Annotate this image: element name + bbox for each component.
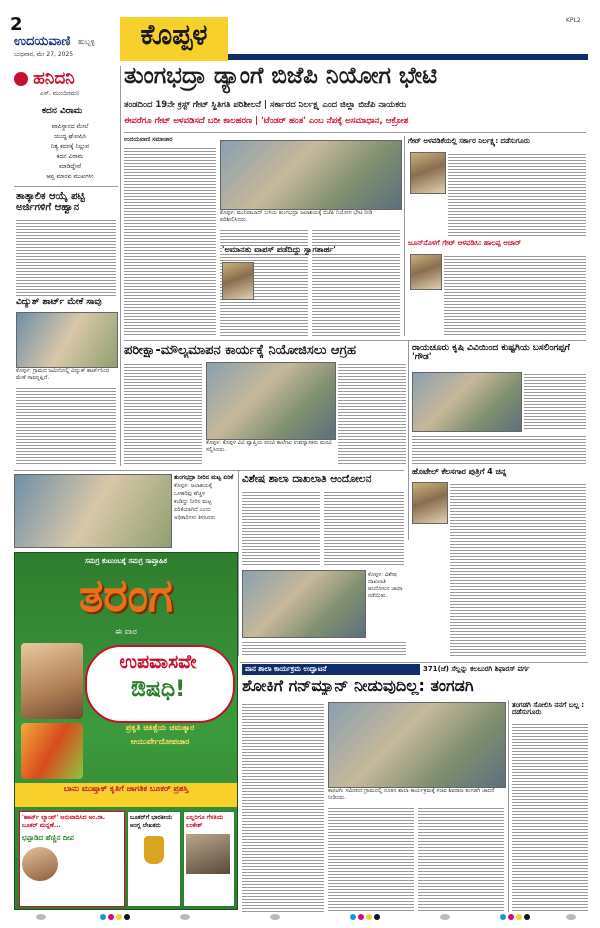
story3-body	[412, 434, 586, 464]
bottom-kicker-2: 371(ಜೆ) ಸೆಲ್ಲನ್ನು ಕಲಬುರಗಿ ಶಿಫಾರಸ್ ವರ್ಗ	[423, 665, 530, 673]
quote-person-photo	[222, 262, 254, 300]
story3-photo	[412, 372, 522, 432]
ad-box-2	[127, 811, 181, 907]
lead-photo	[220, 140, 402, 210]
story4-photo	[242, 570, 366, 638]
ad-tagline-2: ಆಯುರ್ವೇದೋಪಚಾರ	[130, 737, 190, 746]
story2-photo-caption: ಕೊಪ್ಪಳ: ಕೊಪ್ಪಳ ವಿವಿ ವ್ಯಾಪ್ತಿಯ ಪದವಿ ಕಾಲೇಜು ಉಪನ್ಯಾಸಕರು ಮನವಿ ಸಲ್ಲಿಸಿದರು.	[206, 440, 332, 453]
sidebar-mid-line: ಕಂಡಿದ್ದು ನೀರಿನ ಮಟ್ಟ	[174, 499, 212, 505]
bottom-photo	[328, 702, 506, 788]
ad-top-line: ಸಮಗ್ರ ಕುಟುಂಬಕ್ಕೆ ಸಮಗ್ರ ಸಾಪ್ತಾಹಿಕ	[84, 557, 168, 565]
left-story-body	[16, 218, 116, 296]
ad-box-3-photo	[186, 834, 230, 874]
right-top-title: ಗೇಟ್ ಅಳವಡಿಕೆಯಲ್ಲಿ ಸರ್ಕಾರ ನಿರ್ಲಕ್ಷ್ಯ: ದಡೆಸುಗೂರು	[408, 137, 530, 145]
ad-tagline-1: ಪ್ರಕೃತಿ ಚಿಕಿತ್ಸೆಯ ಚಮತ್ಕಾರ	[125, 723, 195, 732]
edition: ಹುಬ್ಬಳ್ಳಿ	[78, 38, 95, 46]
hani-author: ಎಸ್. ಮುಂದಿನಮನಿ	[40, 90, 80, 97]
poem-line: ಆಪ್ತ ಮಾನವ ಮುಖಗಳು	[46, 173, 94, 180]
date-line: ಬುಧವಾರ, ಮೇ 27, 2025	[14, 51, 74, 58]
sidebar-mid-line: ಅಧಿಕಾರಿಗಳು ತಿಳಿಸಿದರು	[174, 515, 216, 521]
ad-box-1-title: 'ಹಾರ್ಟ್ ಲ್ಯಾಂಪ್' ಅನುವಾದಿಸಿದ ಅಂ.ರಾ. ಬೂಕರ್ ಮನ್ನಣೆ...	[22, 814, 106, 829]
lead-byline: ಉದಯವಾಣಿ ಸಮಾಚಾರ	[124, 136, 173, 143]
story2-body-col2	[338, 362, 406, 466]
story2-photo	[206, 362, 336, 440]
ad-strip: ಬಾನು ಮುಷ್ತಾಕ್ ಕೃತಿಗೆ ಜಾಗತಿಕ ಬೂಕರ್ ಪ್ರಶಸ್ತಿ	[15, 783, 237, 807]
ad-person-photo	[21, 643, 83, 719]
paper-name: ಉದಯವಾಣಿ	[14, 34, 71, 49]
story3-side-body	[524, 372, 586, 430]
sidebar-mid	[174, 474, 236, 546]
hani-title-text: ಹನಿದನಿ	[33, 68, 75, 89]
poem-line: ಯುದ್ಧ ಘೋಷಿಸಿ	[53, 133, 87, 140]
poem-line: ನಿತ್ಯ ಕದನಕ್ಕೆ ನಿಲ್ಲುವ	[50, 143, 90, 150]
sidebar-mid-title: ತುಂಗಭದ್ರಾ ನೀರಿನ ಮಟ್ಟ ಏರಿಕೆ	[174, 474, 234, 481]
masthead-rule	[228, 54, 588, 60]
right-top-person-photo-2	[410, 254, 442, 290]
taranga-ad[interactable]	[14, 552, 238, 910]
ad-box-3	[183, 811, 235, 907]
quote-title: 'ಅಮಾನತು ವಾಪಸ್ ಪಡೆದಿದ್ದು ಸ್ವಾಗತಾರ್ಹ'	[222, 246, 402, 254]
left-story-title: ತಾತ್ಕಾಲಿಕ ಆಯ್ಕೆ ಪಟ್ಟಿ ಅರ್ಜಿಗಳಿಗೆ ಆಹ್ವಾನ	[16, 191, 85, 213]
story4-footer-body	[242, 640, 406, 656]
ad-slogan-1: ಉಪವಾಸವೇ	[119, 651, 197, 673]
poem-body	[30, 122, 110, 182]
ad-brand: ತರಂಗ	[79, 568, 173, 622]
story3-sub: ಹೊಟೇಲ್ ಕೆಲಸಗಾರ ಪುತ್ರಿಗೆ 4 ಚಿನ್ನ	[412, 467, 507, 476]
poem-line: ಕದನ ವಿರಾಮ	[56, 153, 84, 160]
poem-line: ಮಾಡಿದ್ದೇವೆ	[58, 163, 82, 170]
story4-headline: ವಿಶೇಷ ಶಾಲಾ ದಾಖಲಾತಿ ಆಂದೋಲನ	[242, 474, 372, 485]
goat-photo	[16, 312, 118, 368]
poem-title: ಕದನ ವಿರಾಮ	[42, 106, 83, 116]
bottom-photo-caption: ಕಾರಟಗಿ: ಸಮೀಪದ ಗ್ರಾಮದಲ್ಲಿ ನೂತನ ಶಾಲಾ ಕಾರ್ಯಕ್ರಮಕ್ಕೆ ಸಚಿವ ಶಿವರಾಜ ತಂಗಡಗಿ ಚಾಲನೆ ನೀಡಿದರು.	[328, 788, 495, 801]
lead-photo-caption: ಕೊಪ್ಪಳ: ಮುನಿರಾಬಾದ್ ಬಳಿಯ ತುಂಗಭದ್ರಾ ಜಲಾಶಯಕ್ಕೆ ಬಿಜೆಪಿ ನಿಯೋಗ ಭೇಟಿ ನೀಡಿ ಪರಿಶೀಲಿಸಿದರು.	[220, 210, 373, 223]
lead-body-col1	[124, 146, 216, 336]
ad-juice-photo	[21, 723, 83, 779]
ad-box-1	[19, 811, 125, 907]
bottom-headline: ಶೋಕಿಗೆ ಗನ್‌ಮ್ಯಾನ್ ನೀಡುವುದಿಲ್ಲ: ತಂಗಡಗಿ	[242, 678, 474, 695]
ad-author-photo	[22, 847, 58, 881]
story2-headline: ಪರೀಕ್ಷಾ-ಮೌಲ್ಯಮಾಪನ ಕಾರ್ಯಕ್ಕೆ ನಿಯೋಜಿಸಲು ಆಗ್ರಹ	[124, 344, 357, 358]
lead-subhead-1: ತಂಡದಿಂದ 19ನೇ ಕ್ರಸ್ಟ್ ಗೇಟ್ ಸ್ಥಿತಿಗತಿ ಪರಿಶೀಲನೆ | ಸರ್ಕಾರದ ನಿರ್ಲಕ್ಷ್ಯ ಎಂದ ಜಿಲ್ಲಾ ಬಿಜೆಪಿ ನಾಯಕರು	[124, 100, 407, 110]
story3-sub-photo	[412, 482, 448, 524]
ad-box-3-title: ಎಲ್ಲರಿಗೂ ಗೆಳತಿಯ ಲಂಕೇಶ್	[186, 814, 224, 829]
bottom-right-title: ತಂಗಡಗಿ ಸೋಲಿಸಿ ನನಗೆ ಬಲ್ಲ : ದಡೆಸುಗೂರು	[512, 701, 585, 717]
hani-logo-icon	[14, 72, 28, 86]
hani-title	[14, 68, 118, 90]
ad-brand-sub: ಈ ವಾರ	[115, 627, 137, 636]
right-top-person-photo	[410, 152, 446, 194]
page-code: KPL2	[566, 17, 581, 24]
story2-body-col1	[124, 362, 202, 466]
section-title: ಕೊಪ್ಪಳ	[140, 18, 208, 51]
sidebar-mid-line: ಕೊಪ್ಪಳ: ಜಲಾಶಯಕ್ಕೆ	[174, 483, 213, 489]
trophy-icon	[144, 836, 164, 864]
ad-slogan-2: ಔಷಧಿ!	[130, 677, 186, 702]
sidebar-mid-line: ಒಳಹರಿವು ಹೆಚ್ಚಳ	[174, 491, 205, 497]
bottom-body-col2	[328, 806, 414, 912]
left-story2-caption: ಕೊಪ್ಪಳ: ಗ್ರಾಮದ ಜಮೀನಿನಲ್ಲಿ ವಿದ್ಯುತ್ ಶಾರ್ಟ್‌ನಿಂದ ಮೇಕೆ ಸಾವನ್ನಪ್ಪಿದೆ.	[16, 368, 110, 381]
left-story2-title: ವಿದ್ಯುತ್ ಶಾರ್ಟ್‌ ಮೇಕೆ ಸಾವು	[16, 297, 102, 307]
ad-box-1-sub: ಛಪ್ಪಾಡಿದ ಹೆಣ್ಣಿನ ದೀಪ	[22, 834, 74, 842]
poem-line: ಪಾಪಿಸ್ಥಾನದ ಮೇಲೆ	[51, 123, 89, 130]
sidebar-mid-line: ಏರಿಕೆಯಾಗಿದೆ ಎಂದು	[174, 507, 211, 513]
story3-sub-body	[450, 482, 586, 658]
page-number: 2	[10, 14, 23, 35]
bottom-kicker: ಪಾನ ಶಾಲಾ ಕಾರ್ಯಕ್ರಮ ಉದ್ಘಾಟನೆ	[242, 664, 420, 675]
right-top-body	[448, 152, 586, 236]
lead-headline: ತುಂಗಭದ್ರಾ ಡ್ಯಾಂಗೆ ಬಿಜೆಪಿ ನಿಯೋಗ ಭೇಟಿ	[124, 63, 438, 89]
story4-body-col2	[324, 490, 404, 566]
bottom-right-body	[512, 722, 588, 912]
story4-body-col1	[242, 490, 320, 566]
bottom-body-col1	[242, 702, 324, 912]
lead-subhead-2: ಈವರೆಗೂ ಗೇಟ್ ಅಳವಡಿಸದೆ ಬರೀ ಕಾಲಹರಣ | 'ಟೆಂಡರ್ ಹಂತ' ಎಂಬ ನೆಪಕ್ಕೆ ಅಸಮಾಧಾನ, ಆಕ್ರೋಶ	[124, 116, 409, 126]
right-top-body-2	[444, 254, 586, 336]
ad-box-2-title: ಬೂಕರ್‌ಗೆ ಭಾರತೀಯ ಅಂಗ್ಲ ಲೇಖಕರು	[130, 814, 173, 829]
students-photo	[14, 474, 172, 548]
left-story2-body	[16, 386, 116, 466]
bottom-body-col3	[418, 806, 504, 912]
story4-side-caption: ಕೊಪ್ಪಳ: ವಿಶೇಷ ದಾಖಲಾತಿ ಆಂದೋಲನ ಜಾಥಾ ನಡೆಯಿತು.	[368, 572, 403, 599]
right-top-title-2: ಜೂನ್‌ನೊಳಗೆ ಗೇಟ್ ಅಳವಡಿಸಿ: ಹಾಲಪ್ಪ ಆಚಾರ್	[408, 239, 522, 247]
story3-headline: ರಾಯಚೂರು ಕೃಷಿ ವಿವಿಯಿಂದ ಕುಷ್ಟಗಿಯ ಬಸಲಿಂಗಪ್ಪಗೆ 'ಗೌಡ'	[412, 343, 570, 363]
